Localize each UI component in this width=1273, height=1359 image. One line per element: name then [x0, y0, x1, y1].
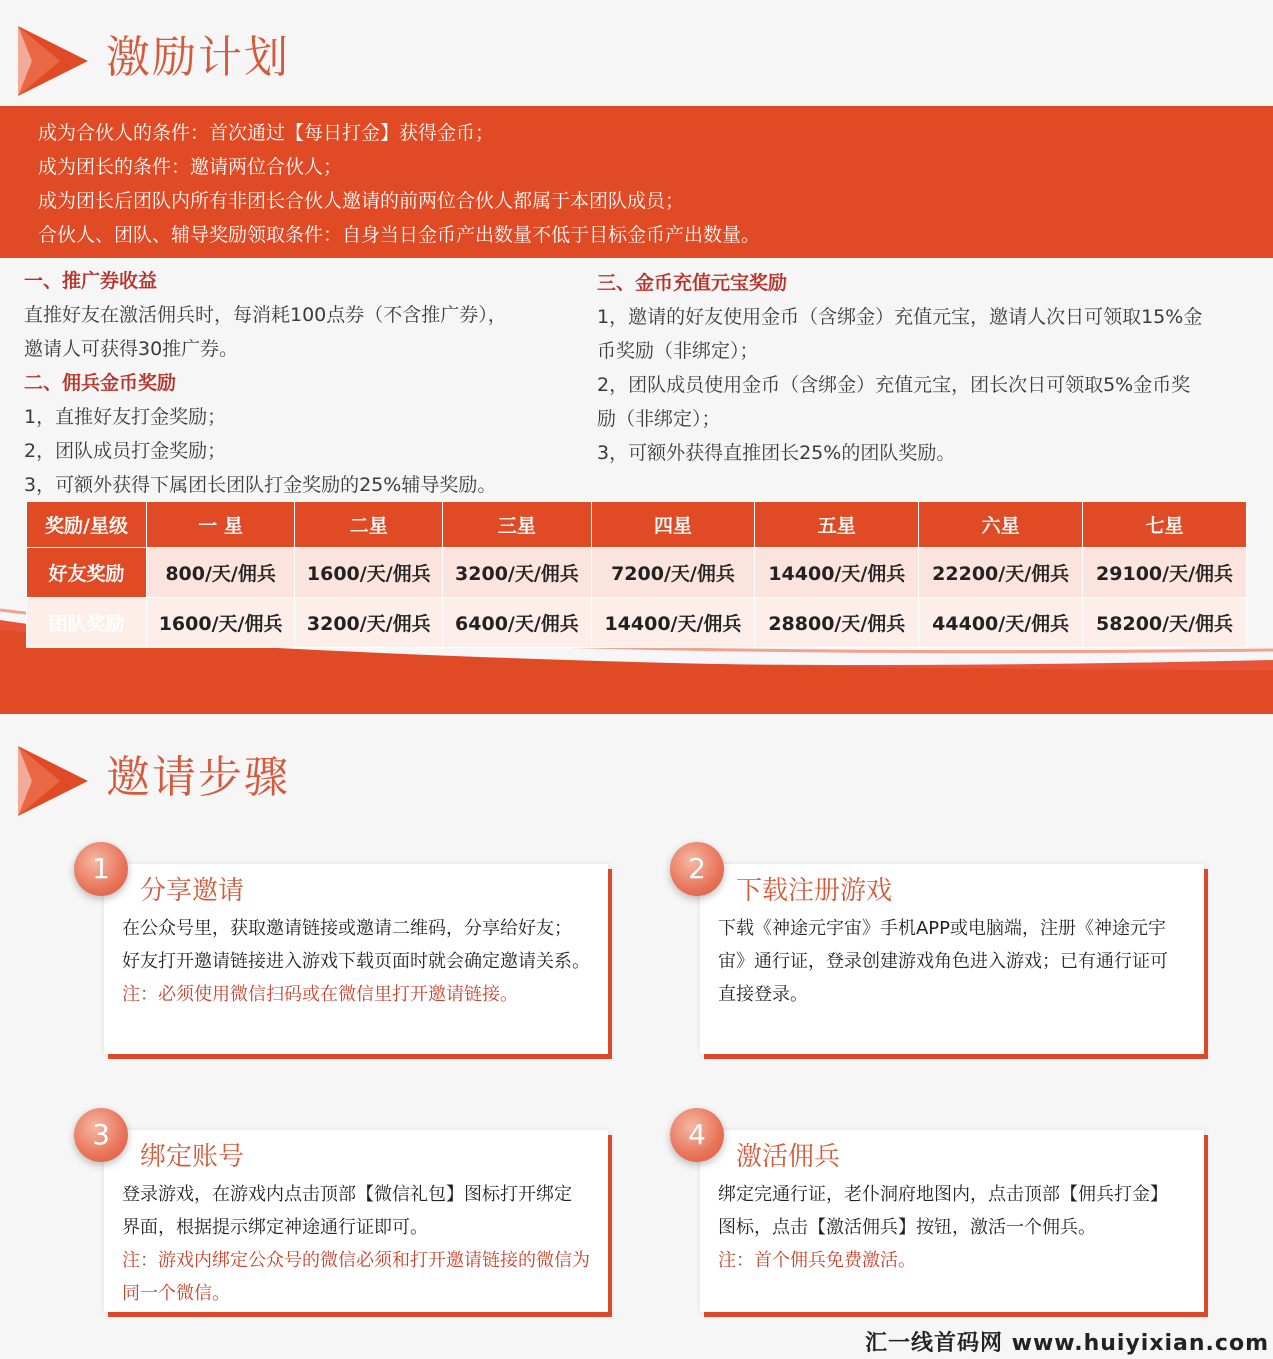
heading-recharge-reward: 三、金币充值元宝奖励 [597, 272, 788, 294]
step-body [122, 912, 596, 1011]
step-card-2 [688, 852, 1204, 1054]
banner-line: 成为合伙人的条件：首次通过【每日打金】获得金币； [38, 122, 495, 144]
step-body [718, 912, 1192, 1011]
step-number-badge: 4 [670, 1108, 724, 1162]
text-line: 励（非绑定）； [597, 408, 721, 430]
step-line: 宙》通行证，登录创建游戏角色进入游戏；已有通行证可 [718, 951, 1168, 972]
text-line: 1，直推好友打金奖励； [24, 406, 227, 428]
heading-promo-coupon: 一、推广券收益 [24, 270, 158, 292]
table-row [27, 548, 1247, 598]
table-header: 二星 [295, 502, 443, 548]
table-header: 七星 [1083, 502, 1247, 548]
banner-line: 成为团长的条件：邀请两位合伙人； [38, 156, 343, 178]
section-title: 邀请步骤 [106, 752, 290, 803]
table-header: 一 星 [147, 502, 295, 548]
table-cell: 好友奖励 [27, 548, 147, 598]
table-header: 四星 [591, 502, 755, 548]
table-cell: 1600/天/佣兵 [295, 548, 443, 598]
step-line: 界面，根据提示绑定神途通行证即可。 [122, 1217, 428, 1238]
step-body [718, 1178, 1192, 1277]
arrow-icon [18, 746, 88, 816]
table-cell: 29100/天/佣兵 [1083, 548, 1247, 598]
text-line: 2，团队成员使用金币（含绑金）充值元宝，团长次日可领取5%金币奖 [597, 374, 1191, 396]
step-line: 在公众号里，获取邀请链接或邀请二维码，分享给好友； [122, 918, 572, 939]
step-body [122, 1178, 596, 1310]
step-number-badge: 1 [74, 842, 128, 896]
footer-watermark: 汇一线首码网 www.huiyixian.com [864, 1331, 1269, 1356]
table-cell: 6400/天/佣兵 [443, 598, 591, 648]
step-line: 绑定完通行证，老仆洞府地图内，点击顶部【佣兵打金】 [718, 1184, 1168, 1205]
table-cell: 7200/天/佣兵 [591, 548, 755, 598]
table-header: 奖励/星级 [27, 502, 147, 548]
table-cell: 1600/天/佣兵 [147, 598, 295, 648]
table-cell: 14400/天/佣兵 [591, 598, 755, 648]
step-line: 登录游戏，在游戏内点击顶部【微信礼包】图标打开绑定 [122, 1184, 572, 1205]
table-cell: 800/天/佣兵 [147, 548, 295, 598]
step-card-4 [688, 1118, 1204, 1312]
rewards-right-column [597, 266, 1257, 470]
section-header-steps [0, 738, 600, 828]
text-line: 3，可额外获得下属团长团队打金奖励的25%辅导奖励。 [24, 474, 497, 496]
text-line: 直推好友在激活佣兵时，每消耗100点券（不含推广券）， [24, 304, 507, 326]
banner-line: 成为团长后团队内所有非团长合伙人邀请的前两位合伙人都属于本团队成员； [38, 190, 685, 212]
step-note: 注：必须使用微信扫码或在微信里打开邀请链接。 [122, 984, 518, 1005]
table-header: 三星 [443, 502, 591, 548]
table-cell: 58200/天/佣兵 [1083, 598, 1247, 648]
table-cell: 3200/天/佣兵 [443, 548, 591, 598]
text-line: 2，团队成员打金奖励； [24, 440, 227, 462]
banner-line: 合伙人、团队、辅导奖励领取条件：自身当日金币产出数量不低于目标金币产出数量。 [38, 224, 761, 246]
reward-table [26, 501, 1247, 648]
table-cell: 28800/天/佣兵 [755, 598, 919, 648]
table-cell: 44400/天/佣兵 [919, 598, 1083, 648]
section-title: 激励计划 [106, 32, 290, 83]
step-card-3 [92, 1118, 608, 1312]
text-line: 邀请人可获得30推广券。 [24, 338, 239, 360]
table-cell: 22200/天/佣兵 [919, 548, 1083, 598]
table-header: 六星 [919, 502, 1083, 548]
table-row [27, 598, 1247, 648]
step-title: 下载注册游戏 [736, 876, 893, 906]
arrow-icon [18, 26, 88, 96]
text-line: 1，邀请的好友使用金币（含绑金）充值元宝，邀请人次日可领取15%金 [597, 306, 1203, 328]
step-line: 直接登录。 [718, 984, 808, 1005]
heading-mercenary-gold: 二、佣兵金币奖励 [24, 372, 177, 394]
step-number-badge: 3 [74, 1108, 128, 1162]
step-number-badge: 2 [670, 842, 724, 896]
table-cell: 团队奖励 [27, 598, 147, 648]
rewards-left-column [24, 264, 584, 502]
step-title: 分享邀请 [140, 876, 245, 906]
step-line: 图标，点击【激活佣兵】按钮，激活一个佣兵。 [718, 1217, 1096, 1238]
table-cell: 14400/天/佣兵 [755, 548, 919, 598]
step-title: 绑定账号 [140, 1142, 245, 1172]
text-line: 3，可额外获得直推团长25%的团队奖励。 [597, 442, 956, 464]
step-title: 激活佣兵 [736, 1142, 841, 1172]
step-card-1 [92, 852, 608, 1054]
step-line: 下载《神途元宇宙》手机APP或电脑端，注册《神途元宇 [718, 918, 1167, 939]
section-header-incentive [0, 18, 600, 108]
text-line: 币奖励（非绑定）； [597, 340, 759, 362]
table-cell: 3200/天/佣兵 [295, 598, 443, 648]
conditions-banner [0, 106, 1273, 258]
step-line: 好友打开邀请链接进入游戏下载页面时就会确定邀请关系。 [122, 951, 590, 972]
step-note: 注：游戏内绑定公众号的微信必须和打开邀请链接的微信为同一个微信。 [122, 1250, 590, 1304]
table-header: 五星 [755, 502, 919, 548]
step-note: 注：首个佣兵免费激活。 [718, 1250, 916, 1271]
